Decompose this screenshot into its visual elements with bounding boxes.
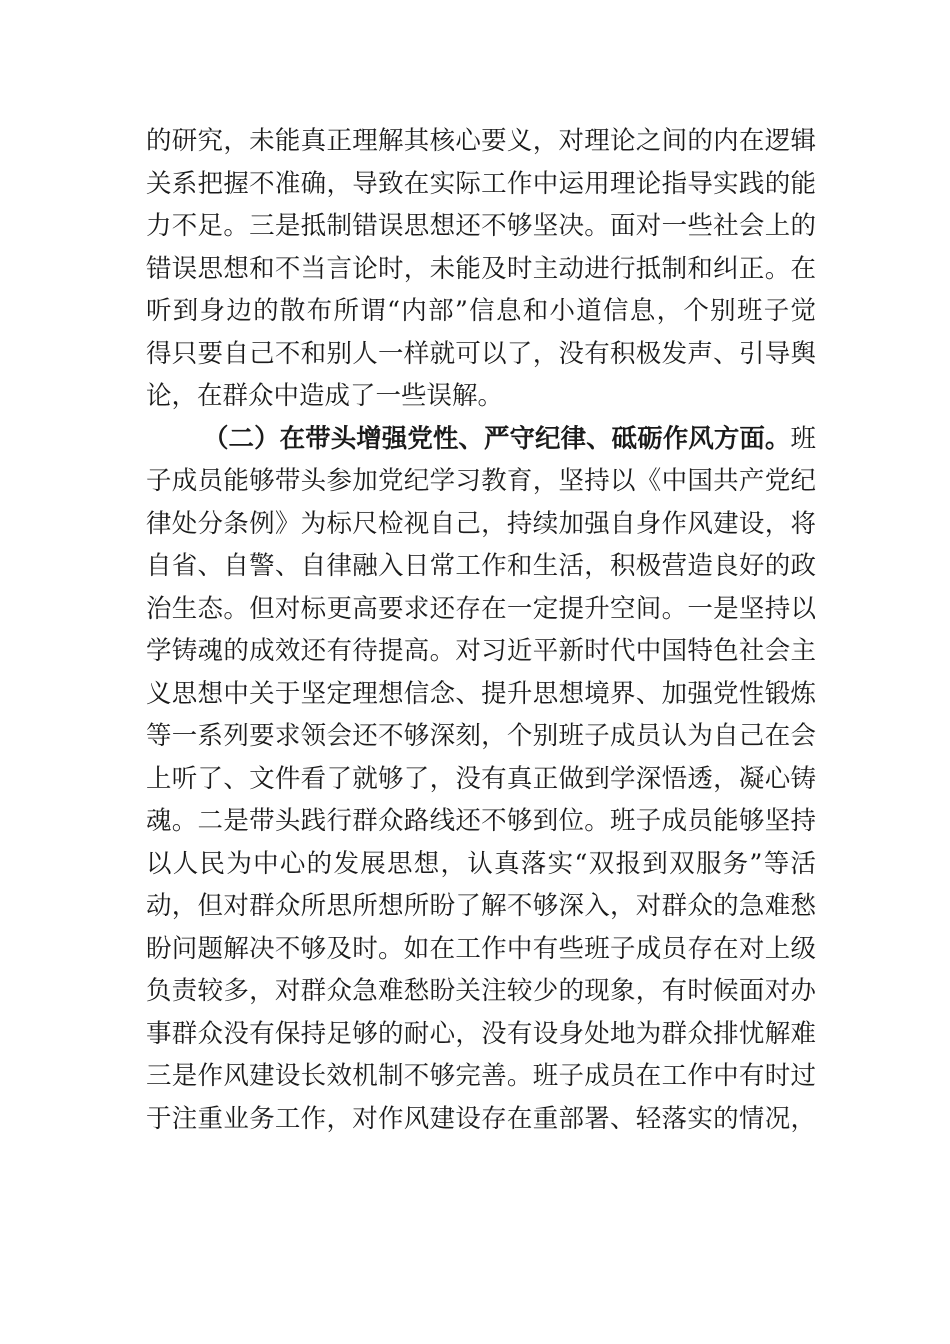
text-line: 盼问题解决不够及时。如在工作中有些班子成员存在对上级: [146, 933, 816, 964]
text-line: 义思想中关于坚定理想信念、提升思想境界、加强党性锻炼: [146, 678, 816, 709]
text-line: 子成员能够带头参加党纪学习教育，坚持以《中国共产党纪: [146, 466, 816, 496]
heading-line-continuation: 班: [790, 423, 816, 454]
text-line: 等一系列要求领会还不够深刻，个别班子成员认为自己在会: [146, 721, 816, 751]
paragraph-1: [146, 120, 816, 418]
paragraph-2: [146, 418, 816, 1141]
text-line: 于注重业务工作，对作风建设存在重部署、轻落实的情况，: [146, 1103, 816, 1134]
text-line: 的研究，未能真正理解其核心要义，对理论之间的内在逻辑: [146, 126, 816, 156]
text-line: 治生态。但对标更高要求还存在一定提升空间。一是坚持以: [146, 593, 816, 624]
text-line: 三是作风建设长效机制不够完善。班子成员在工作中有时过: [146, 1061, 816, 1091]
text-line: 自省、自警、自律融入日常工作和生活，积极营造良好的政: [146, 551, 816, 581]
text-line: 力不足。三是抵制错误思想还不够坚决。面对一些社会上的: [146, 211, 816, 241]
text-line: 事群众没有保持足够的耐心，没有设身处地为群众排忧解难: [146, 1018, 816, 1049]
text-line: 错误思想和不当言论时，未能及时主动进行抵制和纠正。在: [146, 253, 816, 284]
text-line: 论，在群众中造成了一些误解。: [146, 381, 504, 411]
text-line: 以人民为中心的发展思想，认真落实“双报到双服务”等活: [146, 848, 816, 879]
text-line: 负责较多，对群众急难愁盼关注较少的现象，有时候面对办: [146, 976, 816, 1006]
document-body: [146, 120, 816, 1140]
text-line: 魂。二是带头践行群众路线还不够到位。班子成员能够坚持: [146, 806, 816, 836]
section-heading: （二）在带头增强党性、严守纪律、砥砺作风方面。: [203, 423, 791, 454]
text-line: 听到身边的散布所谓“内部”信息和小道信息，个别班子觉: [146, 296, 816, 326]
text-line: 动，但对群众所思所想所盼了解不够深入，对群众的急难愁: [146, 891, 816, 921]
text-line: 上听了、文件看了就够了，没有真正做到学深悟透，凝心铸: [146, 763, 816, 794]
text-line: 律处分条例》为标尺检视自己，持续加强自身作风建设，将: [146, 508, 816, 539]
text-line: 关系把握不准确，导致在实际工作中运用理论指导实践的能: [146, 168, 816, 199]
paragraph-heading-line: [146, 418, 816, 461]
text-line: 得只要自己不和别人一样就可以了，没有积极发声、引导舆: [146, 338, 816, 369]
text-line: 学铸魂的成效还有待提高。对习近平新时代中国特色社会主: [146, 636, 816, 666]
